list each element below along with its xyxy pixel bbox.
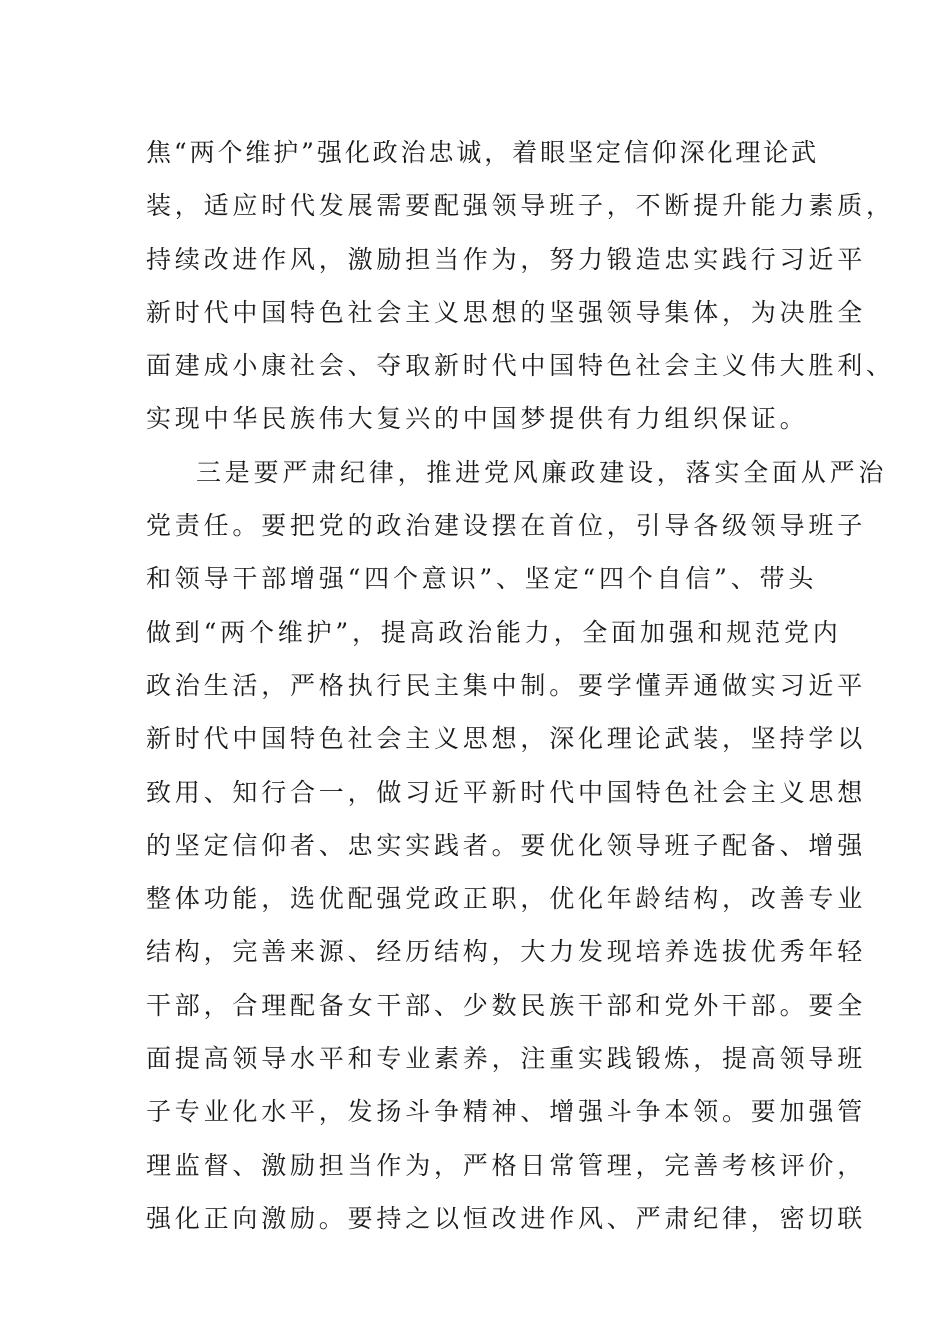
text-line: 子专业化水平，发扬斗争精神、增强斗争本领。要加强管 (146, 1097, 867, 1127)
text-line: 的坚定信仰者、忠实实践者。要优化领导班子配备、增强 (146, 830, 867, 860)
text-line: 面建成小康社会、夺取新时代中国特色社会主义伟大胜利、 (146, 351, 895, 381)
text-line: 实现中华民族伟大复兴的中国梦提供有力组织保证。 (146, 404, 809, 434)
text-line: 强化正向激励。要持之以恒改进作风、严肃纪律，密切联 (146, 1203, 867, 1233)
text-line: 理监督、激励担当作为，严格日常管理，完善考核评价， (146, 1150, 867, 1180)
text-line: 新时代中国特色社会主义思想，深化理论武装，坚持学以 (146, 724, 867, 754)
text-line: 焦“两个维护”强化政治忠诚，着眼坚定信仰深化理论武 (146, 138, 820, 167)
text-line: 整体功能，选优配强党政正职，优化年龄结构，改善专业 (146, 884, 867, 914)
text-line: 党责任。要把党的政治建设摆在首位，引导各级领导班子 (146, 511, 867, 541)
text-line: 新时代中国特色社会主义思想的坚强领导集体，为决胜全 (146, 297, 867, 327)
text-line: 政治生活，严格执行民主集中制。要学懂弄通做实习近平 (146, 670, 867, 700)
text-line: 持续改进作风，激励担当作为，努力锻造忠实践行习近平 (146, 244, 867, 274)
text-line: 和领导干部增强“四个意识”、坚定“四个自信”、带头 (146, 564, 818, 594)
text-line: 面提高领导水平和专业素养，注重实践锻炼，提高领导班 (146, 1044, 867, 1074)
body-text (146, 126, 895, 1245)
text-line: 三是要严肃纪律，推进党风廉政建设，落实全面从严治 (196, 457, 888, 487)
text-line: 做到“两个维护”，提高政治能力，全面加强和规范党内 (146, 617, 842, 647)
text-line: 干部，合理配备女干部、少数民族干部和党外干部。要全 (146, 990, 867, 1020)
text-line: 装，适应时代发展需要配强领导班子，不断提升能力素质， (146, 191, 895, 221)
text-line: 致用、知行合一，做习近平新时代中国特色社会主义思想 (146, 777, 867, 807)
text-line: 结构，完善来源、经历结构，大力发现培养选拔优秀年轻 (146, 937, 867, 967)
